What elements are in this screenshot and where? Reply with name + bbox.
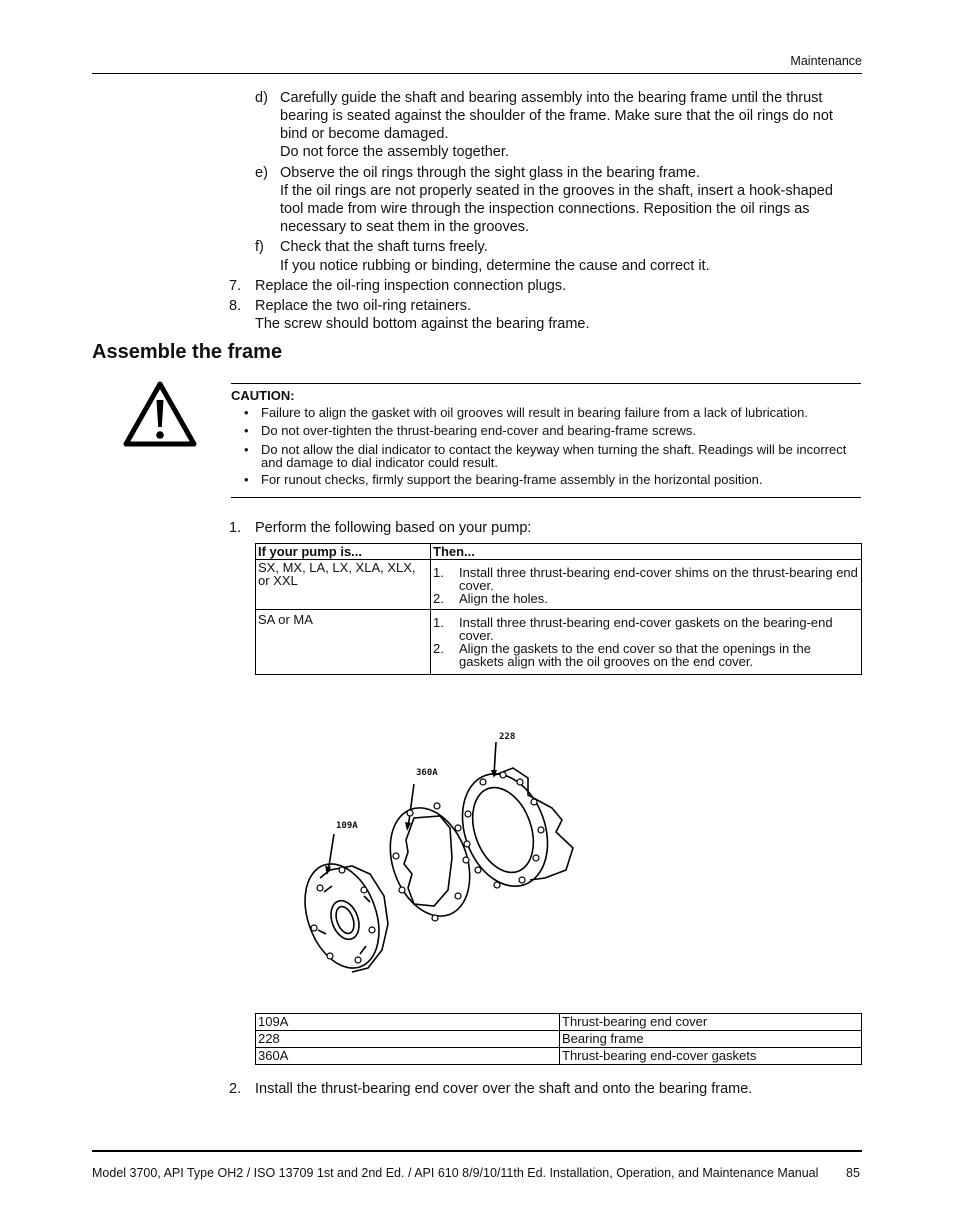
table-row [256,610,862,675]
footer-title: Model 3700, API Type OH2 / ISO 13709 1st and 2nd Ed. / API 610 8/9/10/11th Ed. Installation, Operation, and Maintenance Manual [92,1166,819,1180]
assembly-illustration [290,720,600,990]
step-e-line: necessary to seat them in the grooves. [280,219,530,235]
step-f-label: f) [255,239,264,255]
step-1-label: 1. [229,520,242,536]
step-d-line: Do not force the assembly together. [280,144,509,160]
bearing-frame-outline [495,768,573,880]
step-7-label: 7. [229,278,242,294]
step-e-line: Observe the oil rings through the sight glass in the bearing frame. [280,165,700,181]
part-description: Thrust-bearing end-cover gaskets [560,1048,862,1065]
step-e-label: e) [255,165,268,181]
step-d-line: bind or become damaged. [280,126,449,142]
then-step-number: 2. [433,591,444,606]
table-header-row [256,544,862,560]
page-number: 85 [846,1166,860,1180]
step-d-line: bearing is seated against the shoulder of the frame. Make sure that the oil rings do not [280,108,833,124]
bearing-frame-bore [462,779,545,881]
step-d-label: d) [255,90,268,106]
caution-bottom-rule [231,497,861,498]
table-row [256,1031,862,1048]
bullet-icon: • [244,472,249,487]
caution-item-text: Do not allow the dial indicator to contact the keyway when turning the shaft. Readings will be incorrect and damage to dial indicator could result. [261,442,847,470]
step-e-line: tool made from wire through the inspection connections. Reposition the oil rings as [280,201,810,217]
step-f-line: If you notice rubbing or binding, determine the cause and correct it. [280,258,710,274]
table-row [256,560,862,610]
pump-cell: SX, MX, LA, LX, XLA, XLX, or XXL [256,560,431,610]
part-description: Bearing frame [560,1031,862,1048]
bullet-icon: • [244,405,249,420]
callout-label: 228 [499,732,516,742]
table-header-cell: If your pump is... [256,544,431,560]
table-header-cell: Then... [431,544,862,560]
end-cover-ribs [318,886,370,954]
header-rule [92,73,862,74]
footer-rule [92,1150,862,1152]
part-code: 360A [256,1048,560,1065]
then-step-text: Align the gaskets to the end cover so that the openings in the gaskets align with the oil grooves on the end cover. [459,641,811,669]
pump-cell: SA or MA [256,610,431,675]
then-step-number: 1. [433,615,444,630]
callout-label: 360A [416,768,438,778]
step-8-line: Replace the two oil-ring retainers. [255,298,471,314]
step-d-line: Carefully guide the shaft and bearing assembly into the bearing frame until the thrust [280,90,823,106]
part-code: 228 [256,1031,560,1048]
bullet-icon: • [244,442,249,457]
callout-label: 109A [336,821,358,831]
part-code: 109A [256,1014,560,1031]
bullet-icon: • [244,423,249,438]
section-title: Assemble the frame [92,341,283,363]
step-e-line: If the oil rings are not properly seated in the grooves in the shaft, insert a hook-shaped [280,183,833,199]
step-8-label: 8. [229,298,242,314]
parts-table [255,1013,862,1065]
step-1-text: Perform the following based on your pump: [255,520,532,536]
warning-triangle-icon [122,380,198,448]
then-cell [431,560,862,610]
then-step-text: Install three thrust-bearing end-cover gaskets on the bearing-end cover. [459,615,833,643]
running-header: Maintenance [790,54,862,68]
caution-item-text: Failure to align the gasket with oil grooves will result in bearing failure from a lack of lubrication. [261,405,808,420]
then-step [433,616,859,642]
step-7-line: Replace the oil-ring inspection connection plugs. [255,278,567,294]
then-step [433,642,859,668]
caution-item-text: Do not over-tighten the thrust-bearing end-cover and bearing-frame screws. [261,423,696,438]
end-cover-bore [326,897,364,943]
caution-top-rule [231,383,861,384]
leader-line-109a [328,834,334,872]
pump-table [255,543,862,675]
table-row [256,1014,862,1031]
then-step [433,592,859,605]
step-f-line: Check that the shaft turns freely. [280,239,488,255]
then-step-number: 1. [433,565,444,580]
then-cell [431,610,862,675]
caution-title: CAUTION: [231,388,295,403]
step-8-line: The screw should bottom against the bearing frame. [255,316,590,332]
then-step-text: Align the holes. [459,591,548,606]
then-step [433,566,859,592]
gasket-inner [404,816,452,906]
table-row [256,1048,862,1065]
then-step-number: 2. [433,641,444,656]
then-step-text: Install three thrust-bearing end-cover shims on the thrust-bearing end cover. [459,565,858,593]
caution-item-text: For runout checks, firmly support the bearing-frame assembly in the horizontal position. [261,472,763,487]
step-2-text: Install the thrust-bearing end cover over the shaft and onto the bearing frame. [255,1081,753,1097]
step-2-label: 2. [229,1081,242,1097]
part-description: Thrust-bearing end cover [560,1014,862,1031]
